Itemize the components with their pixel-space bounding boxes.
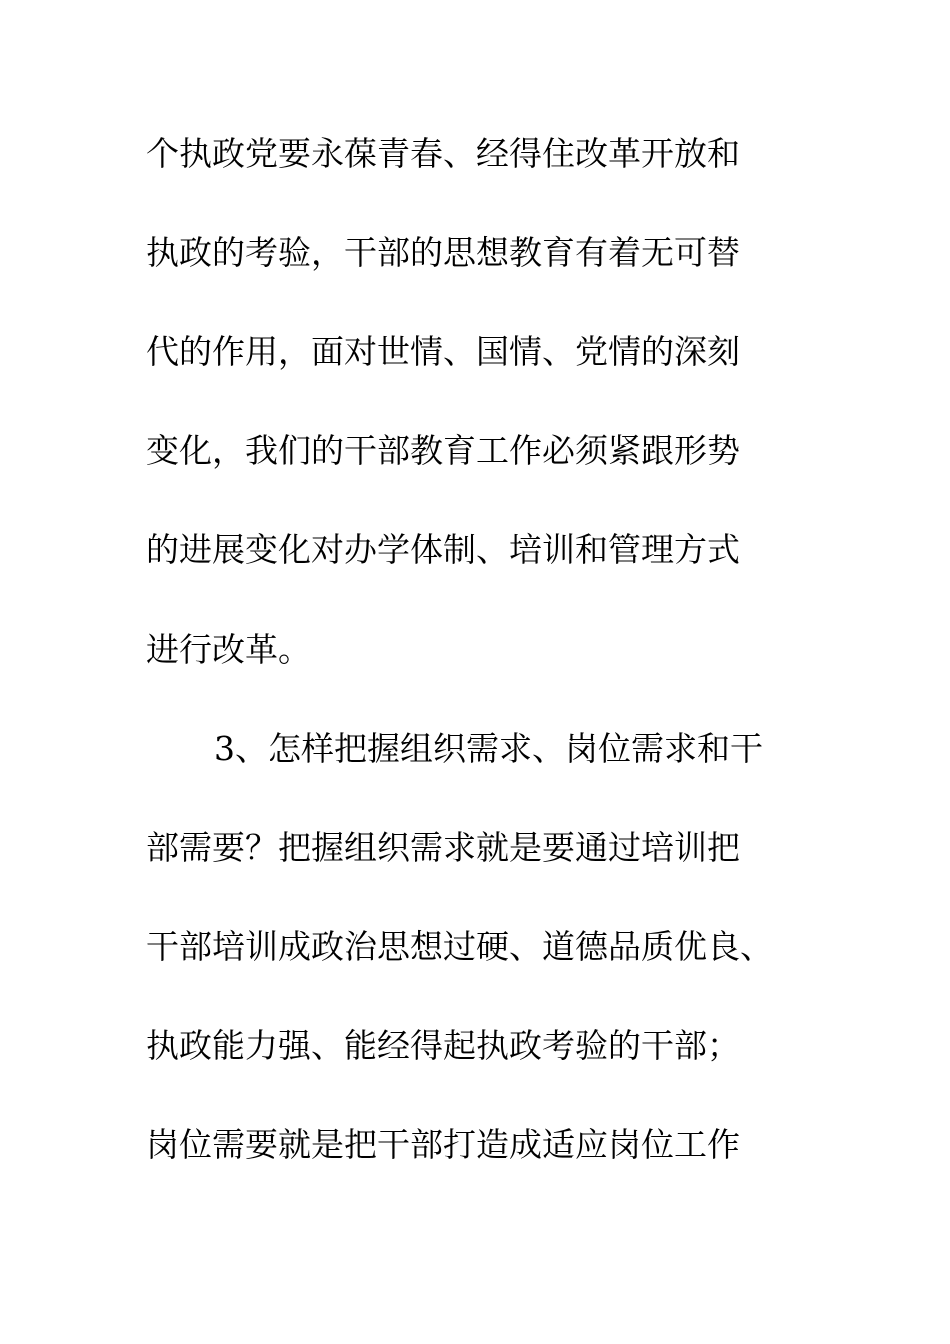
paragraph-start-line: 3、怎样把握组织需求、岗位需求和干 [214,729,763,768]
text-line: 的进展变化对办学体制、培训和管理方式 [146,530,740,569]
text-line: 个执政党要永葆青春、经得住改革开放和 [146,134,740,173]
text-line: 代的作用，面对世情、国情、党情的深刻 [146,332,740,371]
text-line: 岗位需要就是把干部打造成适应岗位工作 [146,1125,740,1164]
text-line: 变化，我们的干部教育工作必须紧跟形势 [146,431,740,470]
text-line: 执政的考验，干部的思想教育有着无可替 [146,233,740,272]
text-line: 执政能力强、能经得起执政考验的干部； [146,1026,740,1065]
text-line: 进行改革。 [146,630,311,669]
text-line: 部需要？把握组织需求就是要通过培训把 [146,828,740,867]
text-line: 干部培训成政治思想过硬、道德品质优良、 [146,927,773,966]
